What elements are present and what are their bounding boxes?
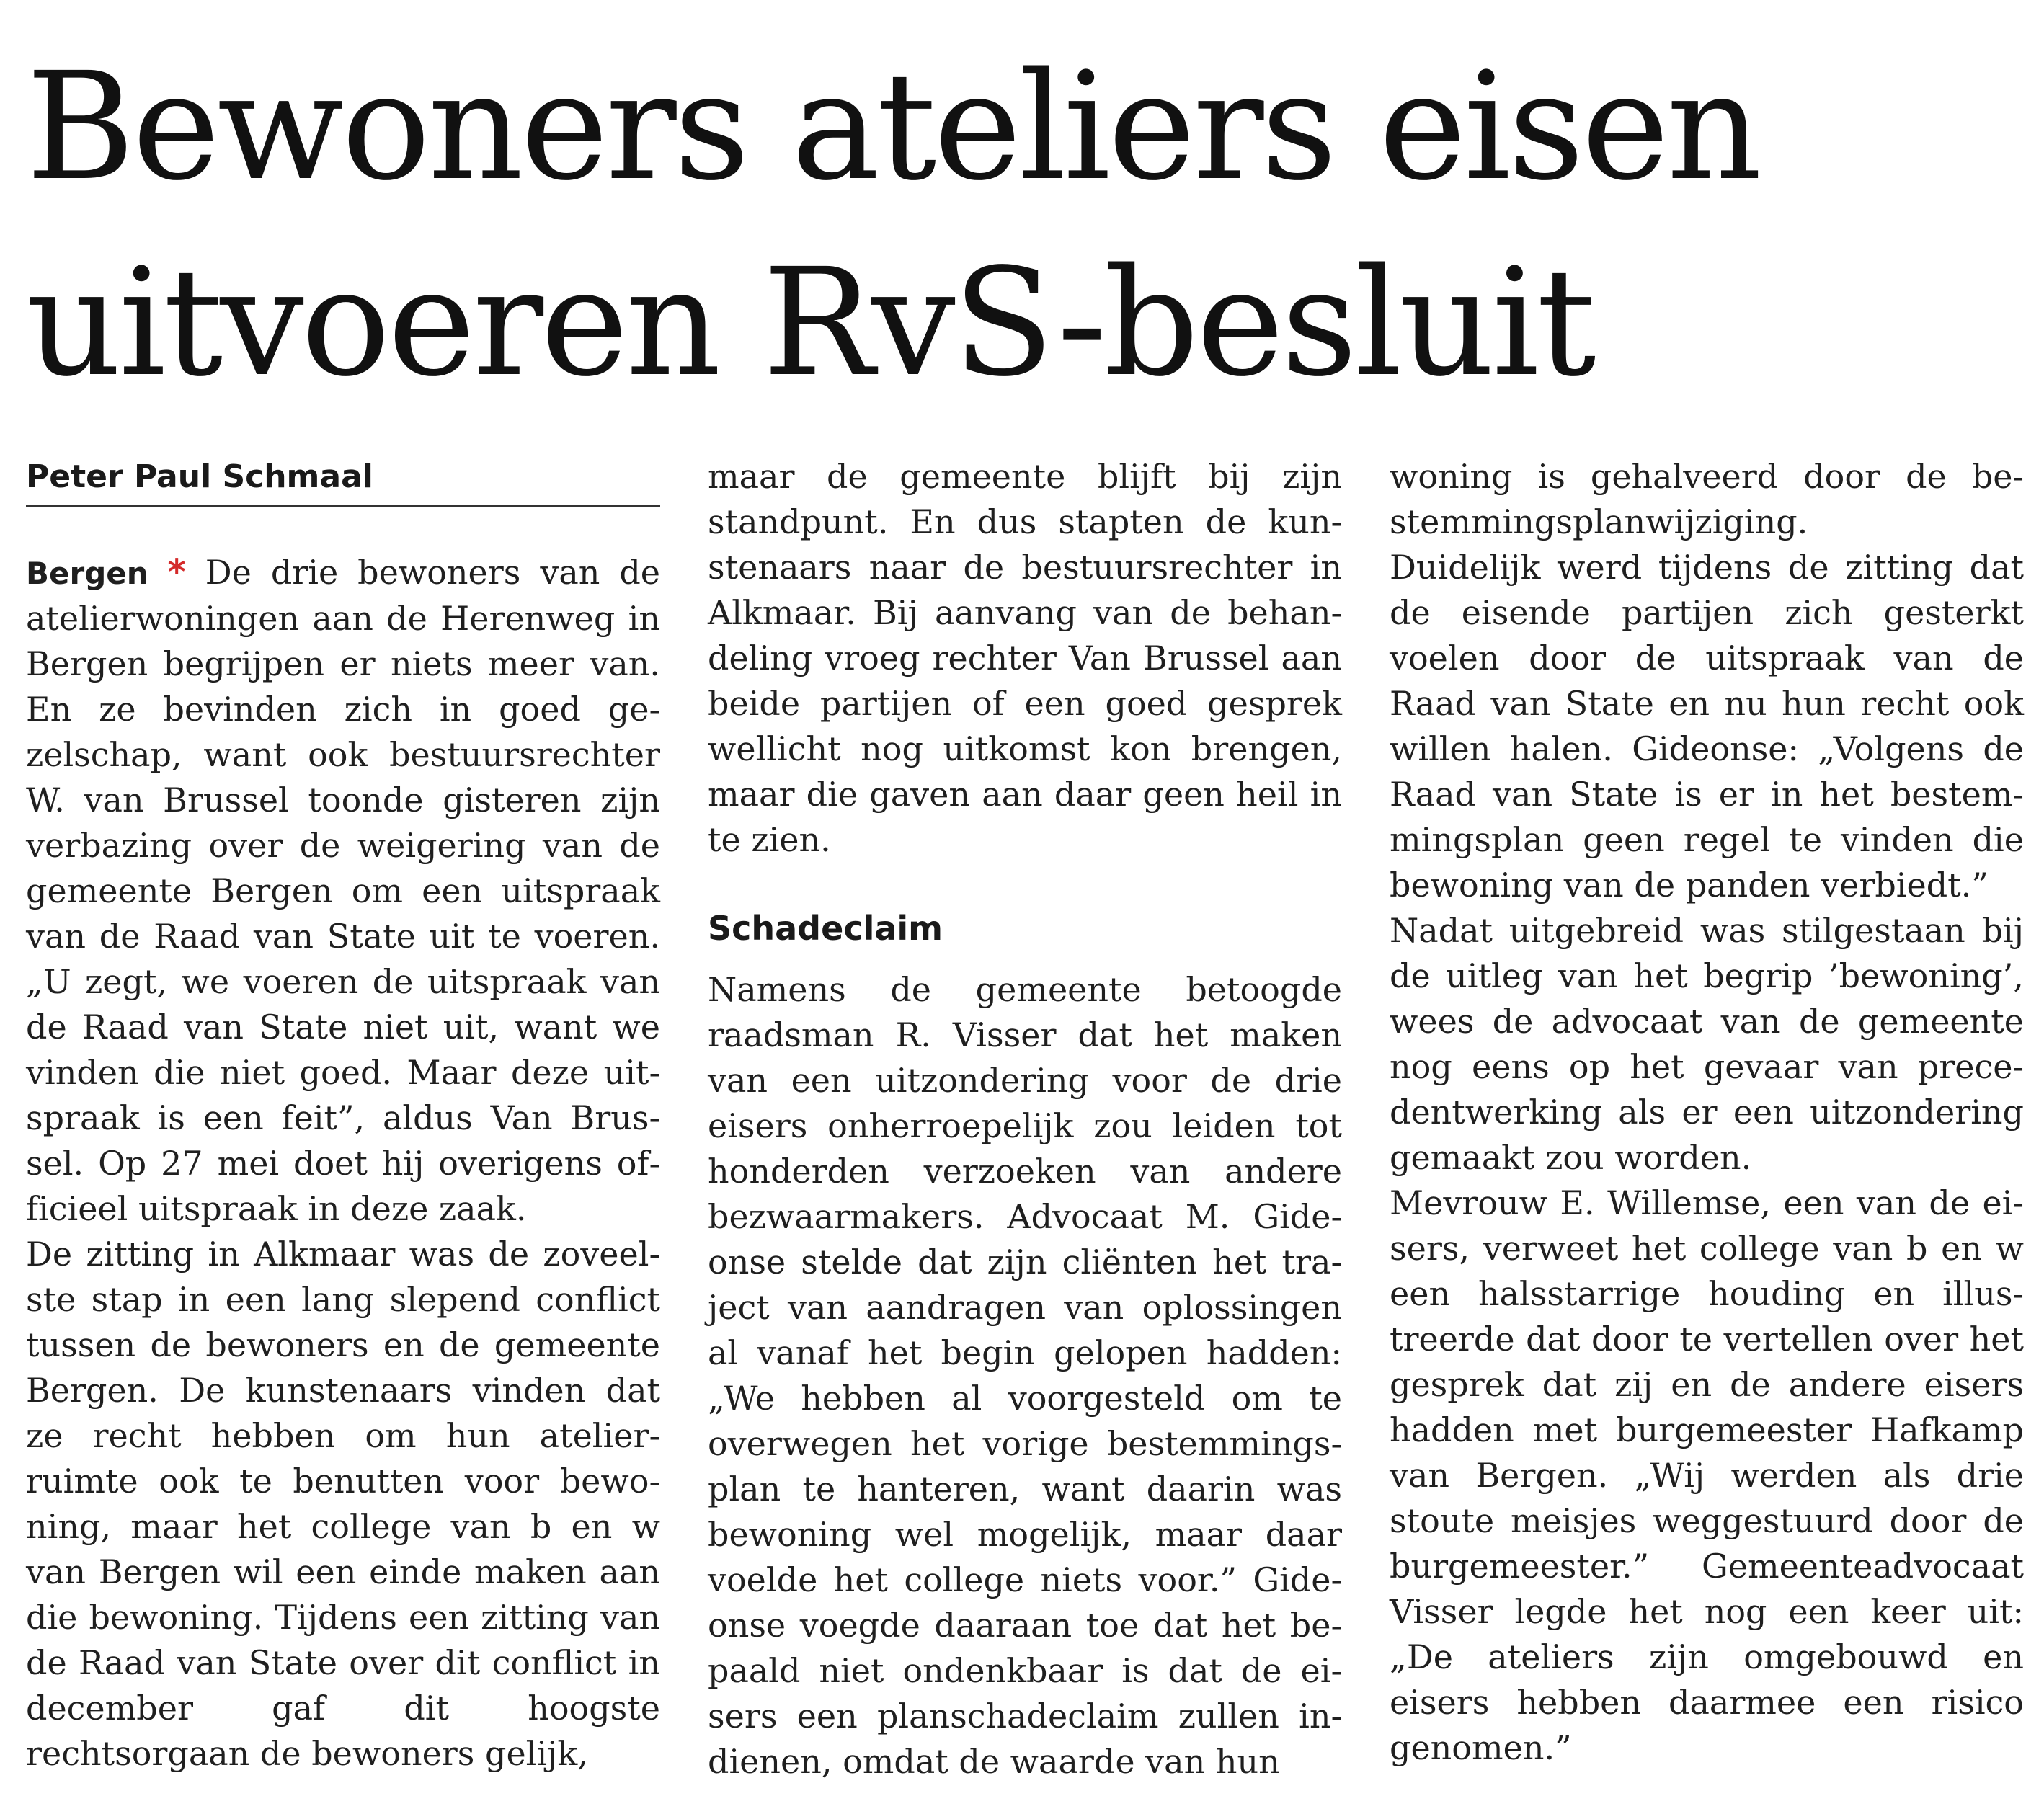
paragraph: woning is gehalveerd door de bestemmingsplanwijziging. bbox=[1390, 457, 2024, 541]
paragraph: Duidelijk werd tijdens de zitting dat de eisende partijen zich gesterkt voelen door de uitspraak van de Raad van State en nu hun recht ook willen halen. Gideonse: „Volgens de Raad van State is er in het bestemmingsplan geen regel te vinden die bewoning van de panden verbiedt.” bbox=[1390, 548, 2024, 904]
headline-line-1: Bewoners ateliers eisen bbox=[26, 40, 1759, 213]
headline-line-2: uitvoeren RvS-besluit bbox=[26, 236, 1594, 409]
article-column-2 bbox=[708, 454, 1342, 1784]
article-column-1 bbox=[26, 454, 660, 1777]
paragraph-intro bbox=[26, 550, 660, 1232]
paragraph: maar de gemeente blijft bij zijn standpunt. En dus stapten de kunstenaars naar de bestuursrechter in Alkmaar. Bij aanvang van de behandeling vroeg rechter Van Brussel aan beide partijen of een goed gesprek wellicht nog uitkomst kon brengen, maar die gaven aan daar geen heil in te zien. bbox=[708, 457, 1342, 859]
byline: Peter Paul Schmaal bbox=[26, 454, 660, 507]
paragraph: De zitting in Alkmaar was de zoveelste stap in een lang slepend conflict tussen de bewoners en de gemeente Bergen. De kunstenaars vinden dat ze recht hebben om hun atelierruimte ook te benutten voor bewoning, maar het college van b en w van Bergen wil een einde maken aan die bewoning. Tijdens een zitting van de Raad van State over dit conflict in december gaf dit hoogste rechtsorgaan de bewoners gelijk, bbox=[26, 1235, 660, 1773]
headline bbox=[26, 29, 2030, 421]
paragraph: Mevrouw E. Willemse, een van de eisers, verweet het college van b en w een halsstarrige houding en illustreerde dat door te vertellen over het gesprek dat zij en de andere eisers hadden met burgemeester Hafkamp van Bergen. „Wij werden als drie stoute meisjes weggestuurd door de burgemeester.” Gemeenteadvocaat Visser legde het nog een keer uit: „De ateliers zijn omgebouwd en eisers hebben daarmee een risico genomen.” bbox=[1390, 1183, 2024, 1767]
paragraph: Namens de gemeente betoogde raadsman R. Visser dat het maken van een uitzondering voor de drie eisers onherroepelijk zou leiden tot honderden verzoeken van andere bezwaarmakers. Advocaat M. Gideonse stelde dat zijn cliënten het traject van aandragen van oplossingen al vanaf het begin gelopen hadden: „We hebben al voorgesteld om te overwegen het vorige bestemmingsplan te hanteren, want daarin was bewoning wel mogelijk, maar daar voelde het college niets voor.” Gideonse voegde daaraan toe dat het bepaald niet ondenkbaar is dat de eisers een planschadeclaim zullen indienen, omdat de waarde van hun bbox=[708, 970, 1342, 1781]
subheading: Schadeclaim bbox=[708, 909, 943, 948]
paragraph: Nadat uitgebreid was stilgestaan bij de uitleg van het begrip ’bewoning’, wees de advocaat van de gemeente nog eens op het gevaar van precedentwerking als er een uitzondering gemaakt zou worden. bbox=[1390, 911, 2024, 1177]
article-column-3 bbox=[1390, 454, 2024, 1771]
asterisk-icon: * bbox=[167, 552, 186, 592]
dateline: Bergen bbox=[26, 556, 148, 591]
paragraph-intro-text: De drie bewoners van de atelierwoningen aan de Herenweg in Bergen begrijpen er niets meer van. En ze bevinden zich in goed gezelschap, want ook bestuursrechter W. van Brussel toonde gisteren zijn verbazing over de weigering van de gemeente Bergen om een uitspraak van de Raad van State uit te voeren. „U zegt, we voeren de uitspraak van de Raad van State niet uit, want we vinden die niet goed. Maar deze uitspraak is een feit”, aldus Van Brussel. Op 27 mei doet hij overigens officieel uitspraak in deze zaak. bbox=[26, 553, 661, 1228]
